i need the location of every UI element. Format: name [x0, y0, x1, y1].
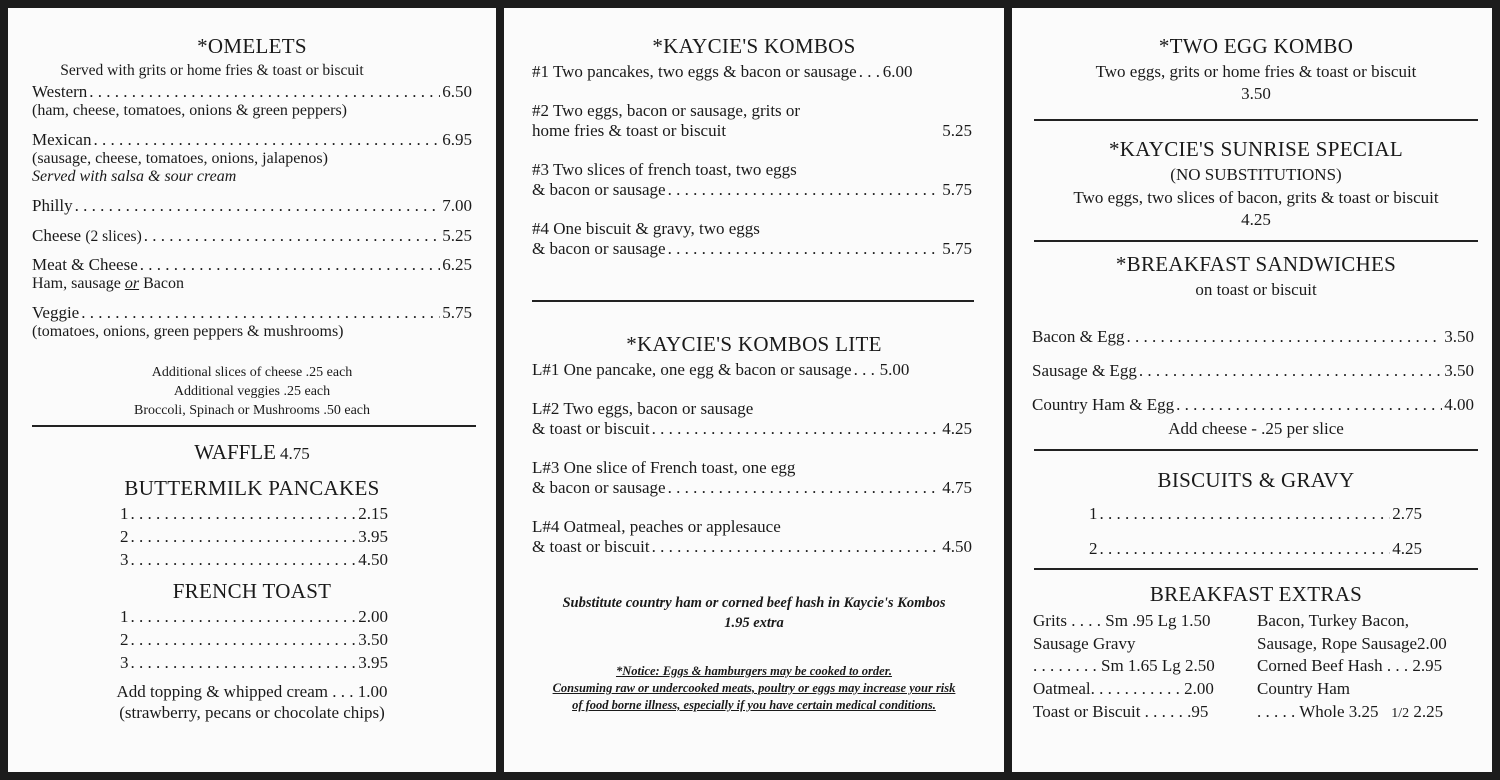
waffle-heading: WAFFLE 4.75	[194, 440, 310, 464]
item-description: (ham, cheese, tomatoes, onions & green peppers)	[32, 102, 348, 119]
sunrise-subtitle: (NO SUBSTITUTIONS)	[1170, 165, 1342, 184]
two-egg-heading: *TWO EGG KOMBO	[1158, 34, 1354, 58]
pancakes-list	[120, 502, 388, 571]
omelet-additions: Additional slices of cheese .25 each Additional veggies .25 each Broccoli, Spinach or Mushrooms .50 each	[133, 365, 370, 418]
sandwiches-list	[1032, 320, 1474, 422]
omelets-list	[32, 82, 472, 341]
menu-item-cheese: Cheese (2 slices) . . . 5.25	[32, 226, 472, 246]
omelets-heading: *OMELETS	[197, 34, 307, 58]
item-price: 5.75	[442, 303, 472, 322]
kombo-item-2: #2 Two eggs, bacon or sausage, grits or home fries & toast or biscuit 5.25	[532, 101, 972, 140]
item-price: 6.95	[442, 130, 472, 149]
biscuit-row: 1 . . . 2.75	[1089, 496, 1422, 531]
french-toast-row: 1 . . . 2.00	[120, 605, 388, 628]
pancake-row: 2 . . . 3.95	[120, 525, 388, 548]
item-description: Ham, sausage or Bacon	[32, 275, 184, 292]
pancake-row: 3 . . . 4.50	[120, 548, 388, 571]
kombo-lite-item-3: L#3 One slice of French toast, one egg & bacon or sausage . . . 4.75	[532, 458, 972, 498]
french-toast-row: 3 . . . 3.95	[120, 651, 388, 674]
biscuit-row: 2 . . . 4.25	[1089, 531, 1422, 566]
divider	[1034, 449, 1478, 451]
kombos-lite-list	[532, 360, 972, 557]
sandwich-item: Bacon & Egg . . . 3.50	[1032, 320, 1474, 354]
two-egg-description: Two eggs, grits or home fries & toast or biscuit	[1095, 62, 1417, 81]
menu-item-western: Western . . . 6.50	[32, 82, 472, 102]
kombo-lite-item-2: L#2 Two eggs, bacon or sausage & toast or biscuit . . . 4.25	[532, 399, 972, 439]
omelets-subtitle: Served with grits or home fries & toast or biscuit	[60, 62, 364, 79]
divider	[1034, 568, 1478, 570]
divider	[1034, 240, 1478, 242]
item-description: (tomatoes, onions, green peppers & mushrooms)	[32, 323, 344, 340]
menu-item-philly: Philly . . . 7.00	[32, 196, 472, 216]
french-toast-row: 2 . . . 3.50	[120, 628, 388, 651]
menu-item-mexican: Mexican . . . 6.95	[32, 130, 472, 150]
kombo-lite-item-1: L#1 One pancake, one egg & bacon or sausage . . . 5.00	[532, 360, 972, 380]
item-price: 5.25	[442, 226, 472, 245]
kombo-item-1: #1 Two pancakes, two eggs & bacon or sausage . . . 6.00	[532, 62, 972, 82]
extras-right-column: Bacon, Turkey Bacon, Sausage, Rope Sausage2.00 Corned Beef Hash . . . 2.95 Country Ham . . . . . Whole 3.25 1/2 2.25	[1257, 611, 1447, 721]
food-safety-notice: *Notice: Eggs & hamburgers may be cooked to order. Consuming raw or undercooked meats, poultry or eggs may increase your risk of food borne illness, especially if you have certain medical conditions.	[552, 664, 956, 712]
menu-item-veggie: Veggie . . . 5.75	[32, 303, 472, 323]
menu-item-meat-cheese: Meat & Cheese . . . 6.25	[32, 255, 472, 275]
extras-left-column: Grits . . . . Sm .95 Lg 1.50 Sausage Gravy . . . . . . . . Sm 1.65 Lg 2.50 Oatmeal. . . . . . . . . . . 2.00 Toast or Biscuit . . . . . .95	[1033, 611, 1215, 721]
waffle-price: 4.75	[279, 444, 310, 463]
topping-note: Add topping & whipped cream . . . 1.00 (strawberry, pecans or chocolate chips)	[116, 682, 388, 722]
divider	[32, 425, 476, 427]
sunrise-description: Two eggs, two slices of bacon, grits & toast or biscuit	[1073, 188, 1439, 207]
left-menu-panel	[8, 8, 496, 772]
two-egg-price: 3.50	[1241, 84, 1271, 103]
item-price: 6.50	[442, 82, 472, 101]
kombo-item-4: #4 One biscuit & gravy, two eggs & bacon or sausage . . . 5.75	[532, 219, 972, 259]
right-menu-panel	[1012, 8, 1492, 772]
divider	[532, 300, 974, 302]
kombos-heading: *KAYCIE'S KOMBOS	[652, 34, 856, 58]
kombos-lite-heading: *KAYCIE'S KOMBOS LITE	[626, 332, 882, 356]
french-toast-list	[120, 605, 388, 674]
sunrise-price: 4.25	[1241, 210, 1271, 229]
biscuits-list	[1089, 496, 1422, 566]
sandwiches-note: Add cheese - .25 per slice	[1168, 419, 1344, 438]
kombos-list	[532, 62, 972, 259]
kombo-lite-item-4: L#4 Oatmeal, peaches or applesauce & toast or biscuit . . . 4.50	[532, 517, 972, 557]
sandwiches-heading: *BREAKFAST SANDWICHES	[1115, 252, 1397, 276]
pancake-row: 1 . . . 2.15	[120, 502, 388, 525]
extras-heading: BREAKFAST EXTRAS	[1149, 582, 1363, 606]
item-note: Served with salsa & sour cream	[32, 168, 237, 185]
sandwiches-subtitle: on toast or biscuit	[1195, 280, 1317, 299]
sandwich-item: Country Ham & Egg . . . 4.00	[1032, 388, 1474, 422]
sunrise-heading: *KAYCIE'S SUNRISE SPECIAL	[1108, 137, 1404, 161]
item-description: (sausage, cheese, tomatoes, onions, jalapenos)	[32, 150, 328, 167]
substitute-note: Substitute country ham or corned beef hash in Kaycie's Kombos 1.95 extra	[562, 595, 946, 631]
item-price: 7.00	[442, 196, 472, 215]
sandwich-item: Sausage & Egg . . . 3.50	[1032, 354, 1474, 388]
kombo-item-3: #3 Two slices of french toast, two eggs & bacon or sausage . . . 5.75	[532, 160, 972, 200]
pancakes-heading: BUTTERMILK PANCAKES	[124, 476, 380, 500]
french-toast-heading: FRENCH TOAST	[172, 579, 332, 603]
item-price: 6.25	[442, 255, 472, 274]
biscuits-heading: BISCUITS & GRAVY	[1157, 468, 1355, 492]
divider	[1034, 119, 1478, 121]
middle-menu-panel	[504, 8, 1004, 772]
